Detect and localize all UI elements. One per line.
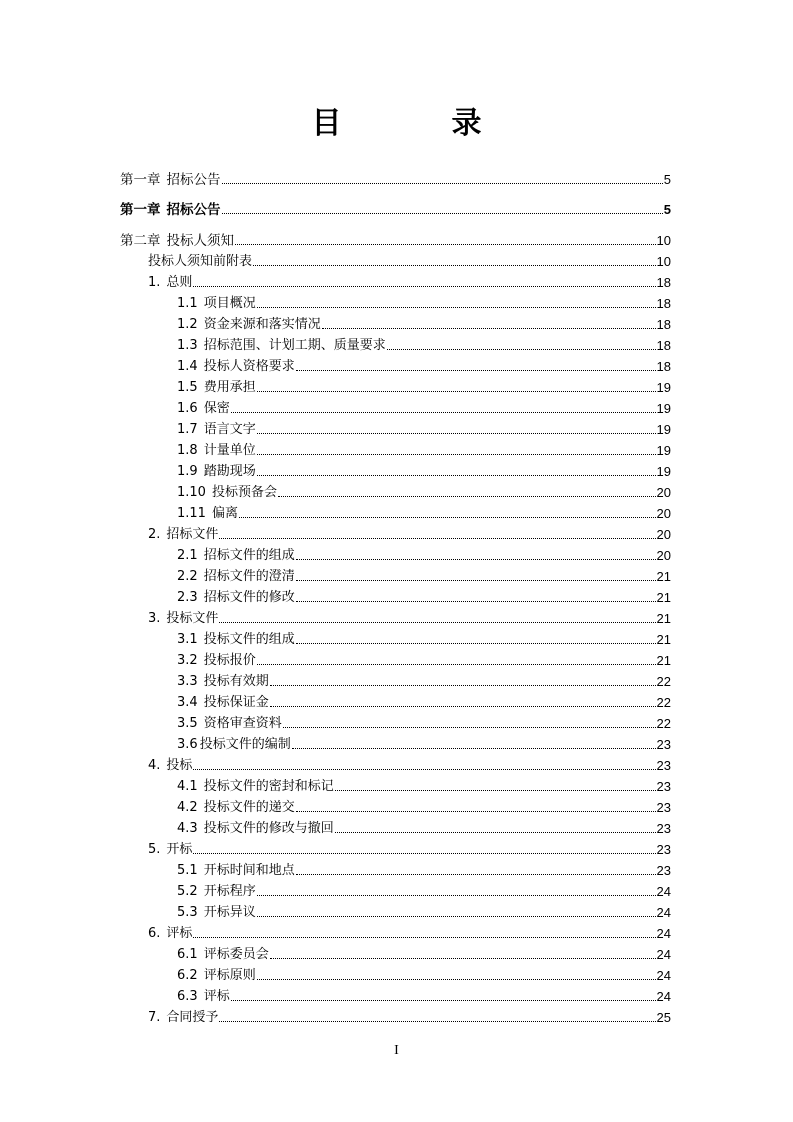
toc-entry-number: 第二章 — [120, 233, 161, 249]
toc-entry-label: 资金来源和落实情况 — [203, 317, 321, 332]
toc-entry-label: 投标人须知前附表 — [148, 254, 253, 269]
toc-leader-dots — [296, 579, 656, 581]
page-number-footer: I — [394, 1043, 399, 1058]
toc-entry-page: 18 — [656, 317, 671, 332]
toc-entry-page: 18 — [656, 296, 671, 311]
toc-entry-label: 费用承担 — [203, 380, 256, 395]
toc-leader-dots — [231, 999, 656, 1001]
toc-leader-dots — [257, 306, 656, 308]
toc-entry-label: 招标文件的澄清 — [203, 569, 295, 584]
toc-entry[interactable] — [177, 968, 671, 984]
toc-entry-page: 19 — [656, 443, 671, 458]
toc-entry-label: 保密 — [203, 401, 230, 416]
toc-entry-page: 20 — [656, 527, 671, 542]
toc-entry-number: 1.3 — [177, 338, 198, 353]
toc-entry-label: 招标文件的组成 — [203, 548, 295, 563]
toc-entry-label: 计量单位 — [203, 443, 256, 458]
toc-entry-page: 24 — [656, 926, 671, 941]
toc-leader-dots — [257, 915, 656, 917]
toc-entry[interactable] — [177, 947, 671, 963]
toc-entry[interactable] — [177, 422, 671, 438]
toc-entry-label: 开标异议 — [203, 905, 256, 920]
toc-entry[interactable] — [177, 485, 671, 501]
toc-leader-dots — [387, 348, 656, 350]
toc-entry-page: 19 — [656, 464, 671, 479]
toc-entry[interactable] — [177, 884, 671, 900]
toc-entry-page: 10 — [656, 233, 671, 248]
toc-entry-page: 24 — [656, 968, 671, 983]
toc-leader-dots — [296, 873, 656, 875]
toc-entry[interactable] — [177, 380, 671, 396]
toc-entry[interactable] — [120, 233, 671, 249]
toc-leader-dots — [296, 642, 656, 644]
toc-entry-number: 1.1 — [177, 296, 198, 311]
toc-entry-page: 23 — [656, 821, 671, 836]
toc-entry[interactable] — [177, 737, 671, 753]
toc-leader-dots — [222, 182, 663, 184]
toc-leader-dots — [270, 705, 656, 707]
toc-entry-number: 2.2 — [177, 569, 198, 584]
toc-entry-number: 2.1 — [177, 548, 198, 563]
toc-leader-dots — [296, 810, 656, 812]
toc-entry-label: 招标文件 — [166, 527, 219, 542]
toc-leader-dots — [296, 558, 656, 560]
toc-entry[interactable] — [177, 296, 671, 312]
toc-entry-label: 评标 — [166, 926, 193, 941]
toc-entry[interactable] — [177, 317, 671, 333]
toc-leader-dots — [193, 285, 655, 287]
toc-entry[interactable] — [177, 863, 671, 879]
toc-entry-page: 21 — [656, 590, 671, 605]
toc-leader-dots — [222, 212, 663, 214]
toc-leader-dots — [270, 684, 656, 686]
toc-entry-label: 投标文件的修改与撤回 — [203, 821, 334, 836]
toc-leader-dots — [296, 600, 656, 602]
toc-entry-number: 4.3 — [177, 821, 198, 836]
toc-leader-dots — [283, 726, 656, 728]
toc-entry-number: 3.1 — [177, 632, 198, 647]
toc-entry[interactable] — [148, 254, 671, 270]
toc-entry-number: 1.4 — [177, 359, 198, 374]
toc-entry[interactable] — [148, 527, 671, 543]
page-title: 目 录 — [311, 106, 522, 141]
toc-entry-number: 1.11 — [177, 506, 206, 521]
toc-entry-label: 招标公告 — [166, 172, 221, 188]
toc-entry-label: 投标人资格要求 — [203, 359, 295, 374]
toc-entry[interactable] — [177, 653, 671, 669]
toc-entry-number: 1.6 — [177, 401, 198, 416]
toc-entry[interactable] — [177, 359, 671, 375]
toc-entry[interactable] — [177, 569, 671, 585]
toc-entry[interactable] — [177, 548, 671, 564]
toc-entry[interactable] — [177, 779, 671, 795]
toc-entry-label: 开标 — [166, 842, 193, 857]
toc-entry-page: 20 — [656, 506, 671, 521]
toc-entry-page: 23 — [656, 737, 671, 752]
toc-leader-dots — [270, 957, 656, 959]
toc-leader-dots — [235, 243, 656, 245]
toc-entry-label: 投标文件 — [166, 611, 219, 626]
toc-entry-page: 23 — [656, 842, 671, 857]
toc-entry-label: 语言文字 — [203, 422, 256, 437]
toc-entry[interactable] — [120, 202, 671, 218]
toc-entry-number: 2. — [148, 527, 161, 542]
toc-entry[interactable] — [177, 464, 671, 480]
toc-entry-number: 5. — [148, 842, 161, 857]
toc-entry-number: 6.1 — [177, 947, 198, 962]
toc-entry-number: 1.7 — [177, 422, 198, 437]
toc-leader-dots — [257, 978, 656, 980]
toc-entry[interactable] — [177, 338, 671, 354]
toc-entry-label: 评标原则 — [203, 968, 256, 983]
toc-entry-page: 19 — [656, 380, 671, 395]
toc-entry-label: 资格审查资料 — [203, 716, 282, 731]
toc-entry-number: 1.8 — [177, 443, 198, 458]
toc-entry-page: 19 — [656, 401, 671, 416]
toc-leader-dots — [335, 831, 656, 833]
toc-leader-dots — [257, 432, 656, 434]
toc-entry-page: 24 — [656, 989, 671, 1004]
toc-entry-number: 3. — [148, 611, 161, 626]
toc-entry[interactable] — [148, 1010, 671, 1026]
toc-entry[interactable] — [177, 905, 671, 921]
toc-entry-number: 1. — [148, 275, 161, 290]
toc-leader-dots — [257, 894, 656, 896]
toc-entry-label: 投标文件的组成 — [203, 632, 295, 647]
toc-entry-page: 22 — [656, 674, 671, 689]
toc-entry[interactable] — [148, 611, 671, 627]
toc-leader-dots — [257, 390, 656, 392]
toc-entry-label: 招标范围、计划工期、质量要求 — [203, 338, 386, 353]
toc-leader-dots — [193, 768, 655, 770]
toc-entry-label: 总则 — [166, 275, 193, 290]
toc-entry[interactable] — [177, 443, 671, 459]
toc-leader-dots — [257, 663, 656, 665]
toc-entry-number: 3.4 — [177, 695, 198, 710]
toc-leader-dots — [219, 537, 655, 539]
toc-entry-number: 第一章 — [120, 172, 161, 188]
toc-entry-label: 投标有效期 — [203, 674, 269, 689]
toc-entry-page: 18 — [656, 275, 671, 290]
toc-entry-page: 24 — [656, 884, 671, 899]
toc-entry-page: 25 — [656, 1010, 671, 1025]
toc-entry-page: 19 — [656, 422, 671, 437]
toc-entry-number: 3.5 — [177, 716, 198, 731]
toc-entry-label: 招标文件的修改 — [203, 590, 295, 605]
toc-entry[interactable] — [177, 590, 671, 606]
toc-entry[interactable] — [177, 716, 671, 732]
toc-leader-dots — [231, 411, 656, 413]
toc-entry-number: 1.9 — [177, 464, 198, 479]
toc-entry-number: 5.1 — [177, 863, 198, 878]
toc-entry-number: 5.3 — [177, 905, 198, 920]
toc-entry-page: 22 — [656, 716, 671, 731]
toc-entry-number: 1.10 — [177, 485, 206, 500]
toc-entry-page: 23 — [656, 758, 671, 773]
toc-entry-number: 7. — [148, 1010, 161, 1025]
toc-entry-page: 20 — [656, 548, 671, 563]
toc-entry[interactable] — [148, 758, 671, 774]
toc-entry-page: 23 — [656, 800, 671, 815]
toc-entry-number: 1.2 — [177, 317, 198, 332]
toc-entry[interactable] — [177, 506, 671, 522]
toc-entry-number: 6.2 — [177, 968, 198, 983]
toc-entry-label: 投标预备会 — [211, 485, 277, 500]
toc-entry-label: 招标公告 — [166, 202, 221, 218]
toc-entry-number: 4. — [148, 758, 161, 773]
toc-entry-number: 第一章 — [120, 202, 161, 218]
toc-entry[interactable] — [177, 401, 671, 417]
toc-entry-number: 4.2 — [177, 800, 198, 815]
toc-leader-dots — [322, 327, 656, 329]
toc-entry-number: 6. — [148, 926, 161, 941]
toc-leader-dots — [257, 474, 656, 476]
toc-entry-label: 投标文件的递交 — [203, 800, 295, 815]
toc-entry-label: 评标委员会 — [203, 947, 269, 962]
toc-entry-label: 投标 — [166, 758, 193, 773]
toc-leader-dots — [292, 747, 656, 749]
toc-entry-page: 24 — [656, 905, 671, 920]
toc-entry-label: 投标报价 — [203, 653, 256, 668]
toc-leader-dots — [193, 936, 655, 938]
toc-entry-page: 10 — [656, 254, 671, 269]
toc-entry-number: 1.5 — [177, 380, 198, 395]
toc-entry-label: 投标文件的密封和标记 — [203, 779, 334, 794]
toc-entry-label: 投标保证金 — [203, 695, 269, 710]
toc-entry-page: 18 — [656, 338, 671, 353]
toc-entry[interactable] — [177, 821, 671, 837]
toc-entry-page: 20 — [656, 485, 671, 500]
toc-entry-page: 22 — [656, 695, 671, 710]
toc-entry[interactable] — [148, 275, 671, 291]
toc-entry-label: 评标 — [203, 989, 230, 1004]
toc-entry-label: 合同授予 — [166, 1010, 219, 1025]
toc-entry-page: 21 — [656, 653, 671, 668]
toc-leader-dots — [257, 453, 656, 455]
toc-leader-dots — [335, 789, 656, 791]
toc-entry-label: 踏勘现场 — [203, 464, 256, 479]
toc-entry-label: 投标人须知 — [166, 233, 234, 249]
toc-entry[interactable] — [177, 989, 671, 1005]
toc-leader-dots — [239, 516, 656, 518]
toc-entry[interactable] — [177, 800, 671, 816]
toc-entry-number: 3.3 — [177, 674, 198, 689]
toc-entry-page: 21 — [656, 611, 671, 626]
toc-entry-label: 偏离 — [211, 506, 238, 521]
toc-entry[interactable] — [148, 926, 671, 942]
toc-entry-number: 5.2 — [177, 884, 198, 899]
toc-entry-label: 项目概况 — [203, 296, 256, 311]
toc-entry-page: 21 — [656, 632, 671, 647]
toc-entry[interactable] — [148, 842, 671, 858]
toc-entry-label: 开标程序 — [203, 884, 256, 899]
toc-entry-number: 3.2 — [177, 653, 198, 668]
toc-entry-number: 3.6 — [177, 737, 198, 752]
toc-entry-label: 开标时间和地点 — [203, 863, 295, 878]
toc-entry[interactable] — [177, 695, 671, 711]
toc-entry-number: 2.3 — [177, 590, 198, 605]
toc-entry-page: 24 — [656, 947, 671, 962]
toc-leader-dots — [253, 264, 656, 266]
toc-entry-number: 4.1 — [177, 779, 198, 794]
toc-leader-dots — [219, 621, 655, 623]
toc-entry[interactable] — [177, 674, 671, 690]
toc-leader-dots — [193, 852, 655, 854]
toc-leader-dots — [219, 1020, 655, 1022]
toc-entry-page: 23 — [656, 779, 671, 794]
toc-entry-page: 5 — [663, 172, 671, 187]
toc-entry-number: 6.3 — [177, 989, 198, 1004]
toc-entry[interactable] — [177, 632, 671, 648]
toc-entry-page: 21 — [656, 569, 671, 584]
toc-entry-page: 5 — [663, 202, 671, 217]
toc-entry[interactable] — [120, 172, 671, 188]
toc-entry-page: 23 — [656, 863, 671, 878]
toc-leader-dots — [296, 369, 656, 371]
toc-entry-label: 投标文件的编制 — [199, 737, 291, 752]
toc-entry-page: 18 — [656, 359, 671, 374]
toc-leader-dots — [278, 495, 656, 497]
